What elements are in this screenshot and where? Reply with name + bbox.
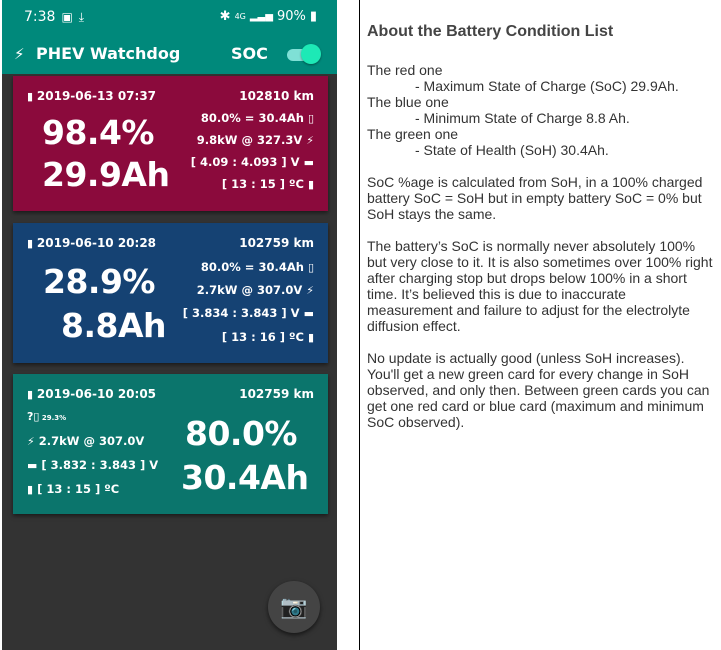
help-paragraph-2: The battery’s SoC is normally never absolutely 100% but very close to it. It is also sometimes over 100% right after charging stop but drops below 100% in a short time. It’s believed this is due to inaccurate measurement and failure to adjust for the electrolyte diffusion effect. [367,238,713,334]
temp-line [27,482,119,496]
soc-small-text: 29.3% [41,414,67,422]
temp-text: [ 13 : 15 ] ºC [37,482,120,496]
card-date [27,387,156,401]
max-soc-card[interactable] [13,76,328,211]
card-date [27,89,156,103]
app-bar [2,34,337,74]
soc-capacity: 8.8Ah [61,306,166,345]
voltage-line [27,458,158,472]
soc-percent: 98.4% [42,113,154,152]
help-paragraph-3: No update is actually good (unless SoH increases). You'll get a new green card for every change in SoH observed, and only then. Between green cards you can get one red card or blue card (maximum and minimum SoC observed). [367,350,710,430]
temp-line [222,177,314,191]
red-title: The red one [367,62,443,78]
bluetooth-icon: ✱ [219,9,231,24]
power-line [197,283,314,297]
soh-line [201,260,314,274]
help-panel [367,24,715,446]
app-title: PHEV Watchdog [36,44,181,63]
temp-text: [ 13 : 16 ] ºC [221,330,304,344]
battery-percent: 90% [276,9,306,24]
status-time: 7:38 [24,9,56,25]
voltage-text: [ 4.09 : 4.093 ] V [190,155,300,169]
power-text: 9.8kW @ 327.3V [196,133,303,147]
battery-charge-icon: ⚡ [306,284,314,297]
soh-percent: 80.0% [185,414,297,453]
status-bar [2,0,337,34]
battery-icon: ▮ [27,237,37,250]
soh-card[interactable] [13,374,328,514]
thermometer-icon: ▮ [307,331,314,344]
signal-icon: ▂▃▅ [249,11,273,22]
soh-text: 80.0% = 30.4Ah [200,111,304,125]
soh-capacity: 30.4Ah [181,458,309,497]
battery-unknown-icon: ?▯ [27,410,40,423]
cell-voltage-icon: ▬ [27,459,38,472]
camera-icon: 📷 [280,594,308,619]
green-desc: - State of Health (SoH) 30.4Ah. [415,142,609,158]
voltage-text: [ 3.834 : 3.843 ] V [182,306,300,320]
battery-icon: ▮ [27,388,37,401]
card-odometer: 102759 km [239,236,314,250]
power-line [197,133,314,147]
red-desc: - Maximum State of Charge (SoC) 29.9Ah. [415,78,679,94]
thermometer-icon: ▮ [27,483,34,496]
app-logo-icon: ⚡ [14,45,25,63]
card-date-text: 2019-06-10 20:05 [36,387,157,401]
battery-icon: ▮ [309,9,317,24]
battery-charge-icon: ⚡ [306,134,314,147]
thermometer-icon: ▮ [307,178,314,191]
blue-title: The blue one [367,94,449,110]
soc-label: SOC [231,44,268,63]
soc-small-line [27,410,66,423]
green-title: The green one [367,126,459,142]
soc-percent: 28.9% [43,262,155,301]
download-icon: ⤓ [78,9,85,24]
cell-voltage-icon: ▬ [303,307,314,320]
soc-capacity: 29.9Ah [42,155,170,194]
card-date-text: 2019-06-10 20:28 [36,236,157,250]
power-line [27,434,144,448]
cell-voltage-icon: ▬ [303,156,314,169]
help-paragraph-1: SoC %age is calculated from SoH, in a 100% charged battery SoC = SoH but in empty battery SoC = 0% but SoH stays the same. [367,174,703,222]
soh-text: 80.0% = 30.4Ah [200,260,304,274]
battery-icon: ▮ [27,90,37,103]
min-soc-card[interactable] [13,223,328,363]
card-odometer: 102759 km [239,387,314,401]
battery-health-icon: ▯ [307,112,314,125]
battery-health-icon: ▯ [307,261,314,274]
voltage-text: [ 3.832 : 3.843 ] V [41,458,159,472]
toggle-thumb [301,44,321,64]
card-date-text: 2019-06-13 07:37 [36,89,157,103]
power-text: 2.7kW @ 307.0V [38,434,145,448]
temp-text: [ 13 : 15 ] ºC [221,177,304,191]
image-icon: ▣ [61,10,73,24]
soh-line [201,111,314,125]
temp-line [222,330,314,344]
phone-screen [2,0,337,650]
power-text: 2.7kW @ 307.0V [196,283,303,297]
soc-toggle[interactable] [287,44,321,64]
divider [359,0,360,650]
blue-desc: - Minimum State of Charge 8.8 Ah. [415,110,630,126]
card-date [27,236,156,250]
battery-charge-icon: ⚡ [27,435,35,448]
help-heading: About the Battery Condition List [367,23,614,40]
camera-button[interactable] [268,581,320,633]
card-odometer: 102810 km [239,89,314,103]
voltage-line [191,155,314,169]
lte-icon: 4G [234,12,246,21]
voltage-line [183,306,314,320]
